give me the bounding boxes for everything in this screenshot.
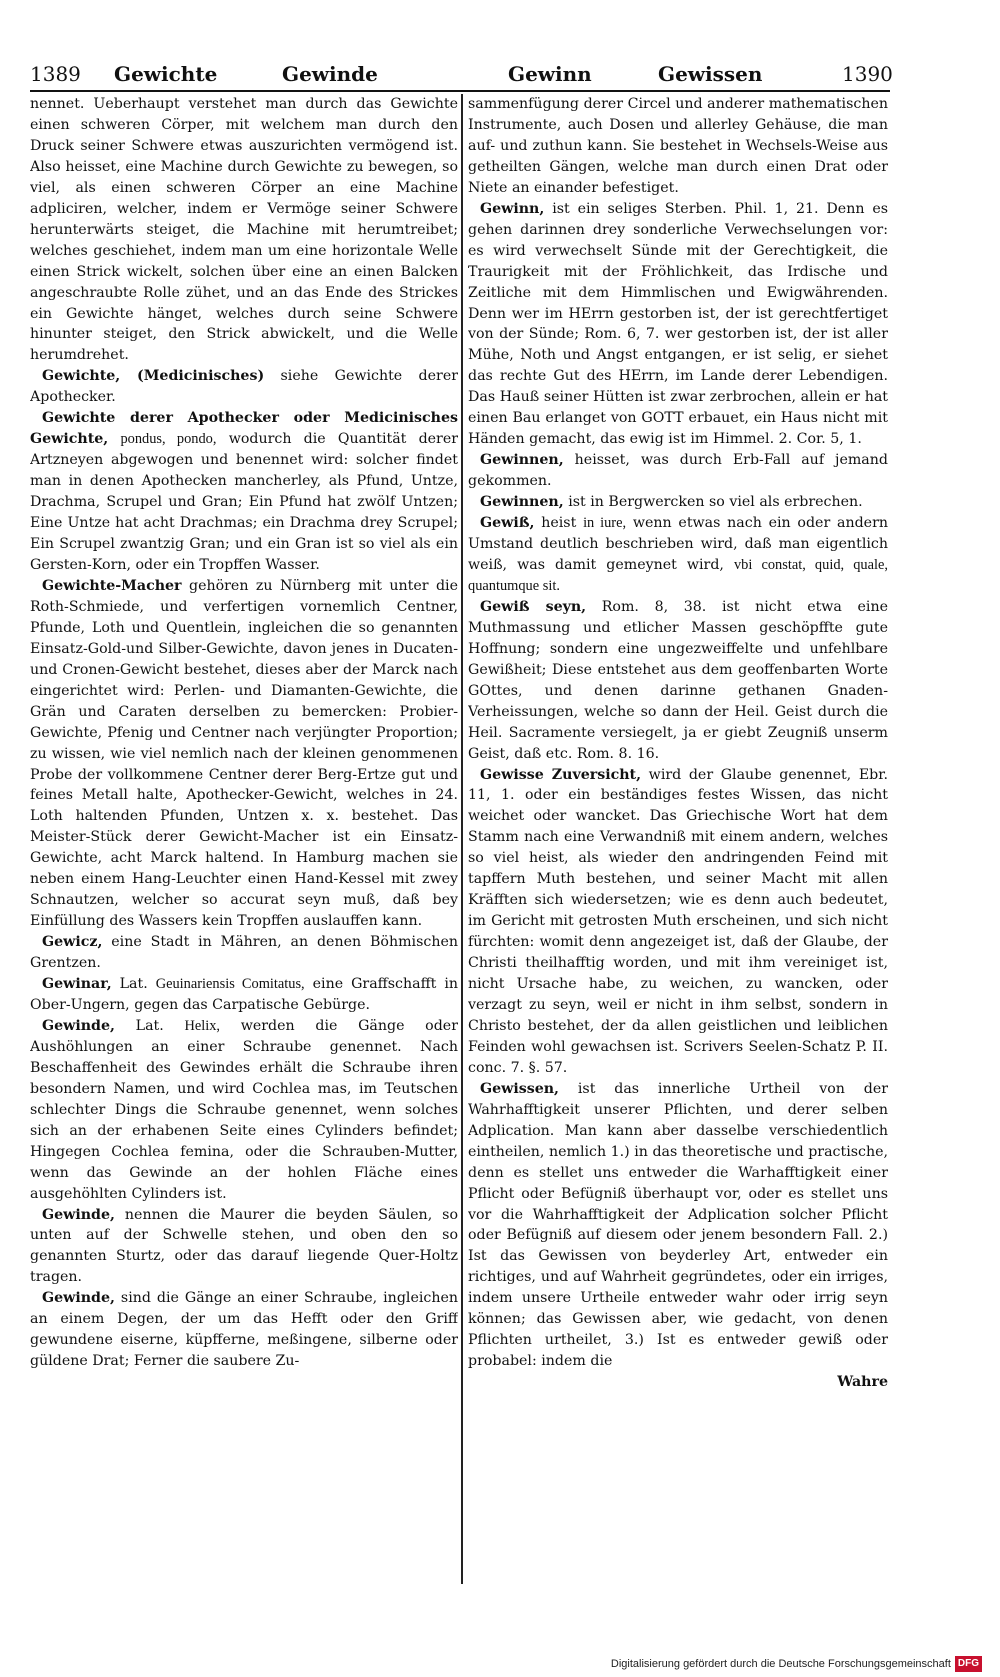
entry-lemma: Gewinnen, — [480, 494, 564, 511]
header-keyword-2: Gewinde — [282, 62, 378, 86]
entry-text: Lat. — [135, 1017, 164, 1034]
entry-text: sammenfügung derer Circel und anderer mathematischen Instrumente, auch Dosen und allerley Gehäuse, die man auf- und zuthun kann. Sie bestehet in Wechsels-Weise aus getheilten Gängen, welche man durch einen Drat oder Niete an einander befestiget. — [468, 96, 888, 196]
footer-credit: Digitalisierung gefördert durch die Deutsche Forschungsgemeinschaft — [610, 1658, 951, 1670]
entry-text: eine Graffschafft in Ober-Ungern, gegen das Carpatische Gebürge. — [30, 976, 458, 1013]
entry — [30, 366, 458, 408]
entry — [468, 199, 888, 450]
entry-lemma: Gewinnen, — [480, 452, 564, 469]
entry-lemma: Gewissen, — [480, 1080, 560, 1097]
entry-text: werden die Gänge oder Aushöhlungen an einer Schraube genennet. Nach Beschaffenheit des Gewindes erhält die Schraube ihren besondern Namen, und wird Cochlea mas, im Teutschen schlechter Dings die Schraube genennet, wenn solches sich an der erhabenen Seite eines Cylinders befindet; Hingegen Cochlea femina, oder die Schrauben-Mutter, wenn das Gewinde an der hohlen Fläche eines ausgehöhlten Cylinders ist. — [30, 1017, 458, 1202]
entry — [30, 932, 458, 974]
column-divider — [461, 94, 463, 1584]
entry-text: ist das innerliche Urtheil von der Wahrhafftigkeit unserer Pflichten, und derer selben Adplication. Man kann aber dasselbe verschiedentlich eintheilen, nemlich 1.) in das theoretische und practische, denn es stellet uns entweder die Warhafftigkeit einer Pflicht oder Befügniß überhaupt vor, oder es stellet uns vor die Wahrhafftigkeit der Adplication solcher Pflicht oder Befügniß auf diesem oder jenem besondern Fall. 2.) Ist das Gewissen von beyderley Art, entweder ein richtiges, und auf Wahrheit gegründetes, oder ein irriges, indem unsere Urtheile entweder wahr oder irrig seyn können; das Gewissen aber, wie gedacht, von denen Pflichten urtheilet, 3.) Ist es entweder gewiß oder probabel: indem die — [468, 1080, 888, 1370]
header-keyword-3: Gewinn — [508, 62, 592, 86]
entry — [30, 576, 458, 932]
entry — [468, 450, 888, 492]
entry-lemma: Gewichte-Macher — [42, 577, 182, 594]
entry-lemma: Gewinar, — [42, 976, 112, 993]
entry-text: Rom. 8, 38. ist nicht etwa eine Muthmassung und etlicher Massen geschöpffte gute Hoffnung; sondern eine ungezweiffelte und unfehlbare Gewißheit; Diese entstehet aus dem geoffenbarten Worte GOttes, und denen darinne gethanen Gnaden-Verheissungen, welche so dann der Heil. Geist durch die Heil. Sacramente versiegelt, ja er giebt Zeugniß unserm Geist, daß etc. Rom. 8. 16. — [468, 598, 888, 762]
page-number-left: 1389 — [30, 62, 81, 86]
entry-lemma: Gewinde, — [42, 1206, 115, 1223]
entry-latin: in iure, — [583, 515, 627, 532]
entry-text: nennen die Maurer die beyden Säulen, so unten auf der Schwelle stehen, und oben den so genannten Sturtz, oder das darauf liegende Quer-Holtz tragen. — [30, 1206, 458, 1286]
entry — [30, 1288, 458, 1372]
entry — [30, 408, 458, 576]
entry-lemma: Gewinn, — [480, 200, 545, 217]
entry-latin: pondus, pondo, — [120, 431, 217, 448]
entry — [468, 513, 888, 597]
entry-lemma: Gewisse Zuversicht, — [480, 766, 642, 783]
entry-text: Lat. — [119, 976, 148, 993]
entry-lemma: Gewiß seyn, — [480, 598, 587, 615]
entry-text: wird der Glaube genennet, Ebr. 11, 1. oder ein beständiges festes Wissen, das nicht weichet oder wancket. Das Griechische Wort hat dem Stamm nach eine Verwandniß mit einem andern, welches so viel heist, als wieder den andringenden Feind mit tapffern Muth bestehen, und seiner Macht mit allen Kräfften sich wiedersetzen; wie es denn auch bedeutet, im Gericht mit getrosten Muth erscheinen, und sich nicht fürchten: womit denn angezeiget ist, daß der Glaube, der Christi theilhafftig worden, und mit ihm vereiniget ist, nicht Ursache habe, zu weichen, zu wancken, oder verzagt zu seyn, weil er nicht in ihm selbst, sondern in Christo bestehet, der da allen geistlichen und leiblichen Feinden wohl gewachsen ist. Scrivers Seelen-Schatz P. II. conc. 7. §. 57. — [468, 766, 888, 1076]
digitization-footer — [611, 1655, 982, 1673]
entry-lemma: Gewiß, — [480, 515, 535, 532]
entry — [468, 1079, 888, 1372]
entry-text: ist ein seliges Sterben. Phil. 1, 21. Denn es gehen darinnen drey sonderliche Verwechselungen vor: es wird verwechselt Sünde mit der Gerechtigkeit, die Traurigkeit mit der Fröhlichkeit, das Irdische und Zeitliche mit dem Himmlischen und Ewigwährenden. Denn wer im HErrn gestorben ist, der ist gerechtfertiget von der Sünde; Rom. 6, 7. wer gestorben ist, der ist aller Mühe, Noth und Angst entgangen, er ist selig, er siehet das rechte Gut des HErrn, im Lande derer Lebendigen. Das Hauß seiner Hütten ist zwar zerbrochen, allein er hat einen Bau erlanget von GOTT erbauet, ein Haus nicht mit Händen gemacht, das ewig ist im Himmel. 2. Cor. 5, 1. — [468, 200, 888, 448]
entry-text: wodurch die Quantität derer Artzneyen abgewogen und benennet wird: solcher findet man in denen Apothecken mancherley, als Pfund, Untze, Drachma, Scrupel und Gran; Ein Pfund hat zwölf Untzen; Eine Untze hat acht Drachmas; ein Drachma drey Scrupel; Ein Scrupel zwantzig Gran; und ein Gran ist so viel als ein Gersten-Korn, oder ein Tropffen Wasser. — [30, 431, 458, 573]
entry-text: heisset, was durch Erb-Fall auf jemand gekommen. — [468, 452, 888, 490]
entry-text: ist in Bergwercken so viel als erbrechen. — [568, 494, 863, 511]
entry-lemma: Gewinde, — [42, 1290, 115, 1307]
entry-text: heist — [541, 515, 577, 532]
entry — [30, 1016, 458, 1205]
entry — [468, 492, 888, 513]
entry-text: siehe Gewichte derer Apothecker. — [30, 368, 458, 406]
entry-lemma: Gewichte derer Apothecker oder Medicinisches Gewichte, — [30, 410, 458, 448]
entry-continuation — [30, 94, 458, 366]
entry — [30, 974, 458, 1016]
entry-lemma: Gewinde, — [42, 1017, 115, 1034]
entry — [30, 1205, 458, 1289]
entry-lemma: Gewicz, — [42, 934, 103, 951]
catchword: Wahre — [837, 1374, 888, 1391]
dfg-logo: DFG — [955, 1656, 982, 1672]
entry-text: eine Stadt in Mähren, an denen Böhmischen Grentzen. — [30, 934, 458, 972]
page-number-right: 1390 — [842, 62, 893, 86]
entry-latin: Helix, — [184, 1017, 221, 1034]
entry-text: wenn etwas nach ein oder andern Umstand deutlich beschrieben wird, daß man eigentlich weiß, was damit gemeynet wird, — [468, 515, 888, 573]
entry — [468, 765, 888, 1079]
left-column — [30, 94, 458, 1594]
entry-text: gehören zu Nürnberg mit unter die Roth-Schmiede, und verfertigen vornemlich Centner, Pfunde, Loth und Quentlein, ingleichen die so genannten Einsatz-Gold-und Silber-Gewichte, davon jenes in Ducaten- und Cronen-Gewicht bestehet, dieses aber der Marck nach eingerichtet wird: Perlen- und Diamanten-Gewichte, die Grän und Caraten derselben zu bemercken: Probier-Gewichte, Pfenig und Centner nach verjüngter Proportion; zu wissen, wie viel nemlich nach der kleinen genommenen Probe der vollkommene Centner derer Berg-Ertze gut und feines Metall halte, Apothecker-Gewicht, welches in 24. Loth haltenden Pfunden, Untzen x. x. bestehet. Das Meister-Stück derer Gewicht-Macher ist ein Einsatz-Gewichte, acht Marck haltend. In Hamburg machen sie neben einem Hang-Leuchter einen Hand-Kessel mit zwey Schnautzen, welcher so accurat seyn muß, daß bey Einfüllung des Wassers kein Tropffen auslauffen kann. — [30, 577, 458, 930]
entry-text: nennet. Ueberhaupt verstehet man durch das Gewichte einen schweren Cörper, mit welchem man durch den Druck seiner Schwere etwas auszurichten vermögend ist. Also heisset, eine Machine durch Gewichte zu bewegen, so viel, als einen schweren Cörper an eine Machine adpliciren, welcher, indem er Vermöge seiner Schwere herunterwärts steiget, die Machine mit herumtreibet; welches geschiehet, indem man um eine horizontale Welle einen Strick wickelt, solchen über eine an einen Balcken angeschraubte Rolle zühet, und an das Ende des Strickes ein Gewichte hänget, welches durch seine Schwere hinunter steiget, den Strick abwickelt, und die Welle herumdrehet. — [30, 96, 458, 364]
right-column — [468, 94, 888, 1594]
header-keyword-4: Gewissen — [658, 62, 763, 86]
entry-text: sind die Gänge an einer Schraube, ingleichen an einem Degen, der um das Hefft oder den Griff gewundene eiserne, küpfferne, meßingene, silberne oder güldene Drat; Ferner die saubere Zu- — [30, 1290, 458, 1370]
entry-latin: Geuinariensis Comitatus, — [155, 976, 305, 993]
running-header — [30, 62, 893, 90]
entry-continuation — [468, 94, 888, 199]
header-rule — [30, 90, 890, 92]
entry-lemma: Gewichte, (Medicinisches) — [42, 368, 265, 385]
entry-latin: vbi constat, quid, quale, quantumque sit. — [468, 556, 888, 594]
entry — [468, 597, 888, 765]
header-keyword-1: Gewichte — [114, 62, 218, 86]
